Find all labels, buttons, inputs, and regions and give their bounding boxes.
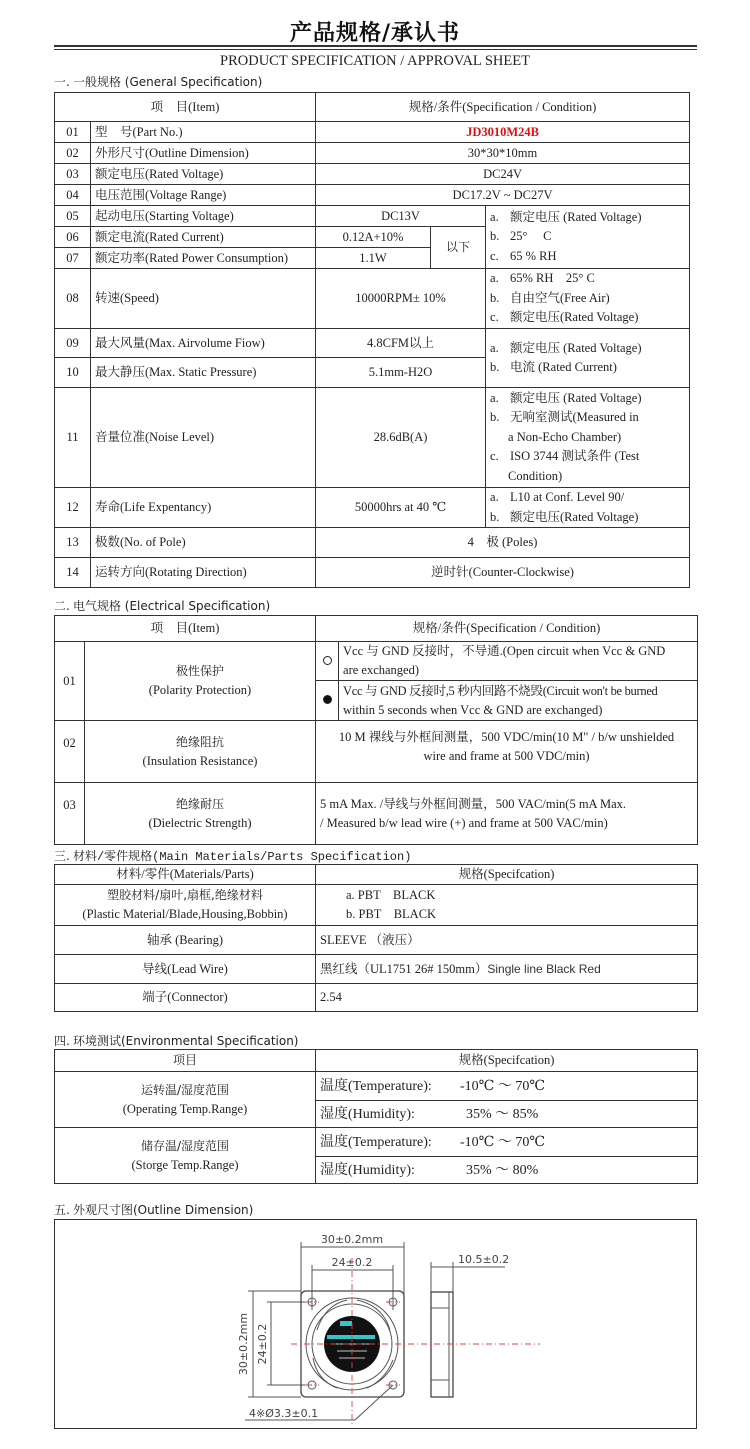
option-radio[interactable] [316,681,339,721]
option-radio[interactable] [316,642,339,681]
row-item: 额定功率(Rated Power Consumption) [91,248,316,269]
electrical-spec-table [54,615,698,845]
col-header-spec: 规格/条件(Specification / Condition) [316,616,698,642]
table-row [55,164,690,185]
row-number: 04 [55,185,91,206]
row-item: 寿命(Life Expentancy) [91,488,316,528]
row-item: 电压范围(Voltage Range) [91,185,316,206]
table-header-row [55,616,698,642]
row-item: 起动电压(Starting Voltage) [91,206,316,227]
table-row [55,528,690,558]
row-number: 05 [55,206,91,227]
row-condition: a. 额定电压 (Rated Voltage) b. 无响室测试(Measured in a Non-Echo Chamber) c. ISO 3744 测试条件 (Test Condition) [486,388,690,488]
row-number: 14 [55,558,91,588]
table-row [55,721,698,783]
row-value: 0.12A+10% [316,227,431,248]
humidity-row: 湿度(Humidity): 35% ～ 80% [316,1157,698,1184]
section-environment-heading [54,1032,299,1049]
section-number: 五. [54,1203,70,1217]
row-value: DC17.2V ~ DC27V [316,185,690,206]
title-divider [54,45,697,50]
row-number: 03 [55,783,85,845]
dim-inner-width: 24±0.2 [331,1256,373,1269]
environment-table [54,1049,698,1184]
col-header-item: 项 目(Item) [55,616,316,642]
row-item: 最大静压(Max. Static Pressure) [91,358,316,388]
table-row [55,984,698,1012]
table-row [55,388,690,488]
col-header-item: 项 目(Item) [55,93,316,122]
row-number: 02 [55,721,85,783]
row-value: SLEEVE （液压） [316,926,698,955]
section-general-heading [54,73,262,90]
row-number: 12 [55,488,91,528]
row-number: 09 [55,329,91,358]
row-item: 端子(Connector) [55,984,316,1012]
section-title: 材料/零件规格(Main Materials/Parts Specification) [72,850,412,864]
dim-inner-height: 24±0.2 [256,1323,269,1365]
row-item: 绝缘阻抗 (Insulation Resistance) [85,721,316,783]
row-number: 01 [55,642,85,721]
row-value: 50000hrs at 40 ℃ [316,488,486,528]
table-row [55,488,690,528]
section-number: 二. [54,599,70,613]
row-item: 额定电压(Rated Voltage) [91,164,316,185]
section-title: 外观尺寸图(Outline Dimension) [72,1203,254,1217]
table-row [55,642,698,681]
row-condition: a. 额定电压 (Rated Voltage) b. 电流 (Rated Current) [486,329,690,388]
row-number: 02 [55,143,91,164]
row-item: 极数(No. of Pole) [91,528,316,558]
table-row [55,122,690,143]
row-item: 塑胶材料/扇叶,扇框,绝缘材料 (Plastic Material/Blade,Housing,Bobbin) [55,885,316,926]
row-item: 导线(Lead Wire) [55,955,316,984]
row-item: 储存温/湿度范围 (Storge Temp.Range) [55,1128,316,1184]
col-header-item: 项目 [55,1050,316,1072]
row-item: 极性保护 (Polarity Protection) [85,642,316,721]
dim-outer-width: 30±0.2mm [320,1233,384,1246]
row-item: 转速(Speed) [91,269,316,329]
col-header-spec: 规格/条件(Specification / Condition) [316,93,690,122]
row-item: 运转温/湿度范围 (Operating Temp.Range) [55,1072,316,1128]
row-item: 运转方向(Rotating Direction) [91,558,316,588]
row-value: 30*30*10mm [316,143,690,164]
col-header-item: 材料/零件(Materials/Parts) [55,865,316,885]
outline-drawing-box [54,1219,697,1429]
table-row [55,885,698,926]
section-electrical-heading [54,597,270,614]
dim-thickness: 10.5±0.2 [458,1253,510,1266]
row-number: 07 [55,248,91,269]
col-header-spec: 规格(Specifcation) [316,865,698,885]
table-header-row [55,93,690,122]
row-value: 5.1mm-H2O [316,358,486,388]
dim-hole: 4※Ø3.3±0.1 [249,1407,319,1420]
col-header-spec: 规格(Specifcation) [316,1050,698,1072]
table-row [55,206,690,227]
row-condition: a. 额定电压 (Rated Voltage) b. 25° C c. 65 % RH [486,206,690,269]
section-outline-heading [54,1201,253,1218]
table-header-row [55,865,698,885]
row-item: 外形尺寸(Outline Dimension) [91,143,316,164]
table-row [55,1128,698,1157]
table-row [55,269,690,329]
table-row [55,185,690,206]
row-number: 06 [55,227,91,248]
row-number: 10 [55,358,91,388]
document-title: 产品规格/承认书 [289,21,461,46]
row-number: 11 [55,388,91,488]
table-row [55,955,698,984]
document-subtitle: PRODUCT SPECIFICATION / APPROVAL SHEET [220,53,530,69]
temperature-row: 温度(Temperature): -10℃ ～ 70℃ [316,1072,698,1101]
section-number: 四. [54,1034,70,1048]
table-row [55,783,698,845]
table-header-row [55,1050,698,1072]
materials-table [54,864,698,1012]
fan-outline-drawing [55,1220,695,1427]
section-materials-heading [54,847,411,864]
row-item: 音量位准(Noise Level) [91,388,316,488]
row-condition: a. 65% RH 25° C b. 自由空气(Free Air) c. 额定电压(Rated Voltage) [486,269,690,329]
table-row [55,329,690,358]
section-title: 环境测试(Environmental Specification) [72,1034,299,1048]
row-value: a. PBT BLACK b. PBT BLACK [316,885,698,926]
section-number: 一. [54,75,70,89]
option-text: Vcc 与 GND 反接时，不导通.(Open circuit when Vcc & GND are exchanged) [339,642,698,681]
row-value: 28.6dB(A) [316,388,486,488]
row-value: 逆时针(Counter-Clockwise) [316,558,690,588]
row-item: 最大风量(Max. Airvolume Fiow) [91,329,316,358]
section-number: 三. [54,849,70,863]
row-value: 4.8CFM以上 [316,329,486,358]
radio-filled-icon [323,695,332,704]
part-number-value: JD3010M24B [316,122,690,143]
general-spec-table [54,92,690,588]
row-number: 03 [55,164,91,185]
section-title: 一般规格 (General Specification) [72,75,263,89]
row-value: 5 mA Max. /导线与外框间测量，500 VAC/min(5 mA Max. / Measured b/w lead wire (+) and frame at 500 VAC/min) [316,783,698,845]
row-value: 10 M 裸线与外框间测量，500 VDC/min(10 M" / b/w unshielded wire and frame at 500 VDC/min) [316,721,698,783]
dim-outer-height: 30±0.2mm [237,1312,250,1376]
row-number: 13 [55,528,91,558]
row-item: 型 号(Part No.) [91,122,316,143]
humidity-row: 湿度(Humidity): 35% ～ 85% [316,1101,698,1128]
option-text: Vcc 与 GND 反接时,5 秒内回路不烧毁(Circuit won't be burned within 5 seconds when Vcc & GND are exchanged) [339,681,698,721]
row-value: 2.54 [316,984,698,1012]
row-item: 额定电流(Rated Current) [91,227,316,248]
row-value: 4 极 (Poles) [316,528,690,558]
row-item: 绝缘耐压 (Dielectric Strength) [85,783,316,845]
row-item: 轴承 (Bearing) [55,926,316,955]
table-row [55,558,690,588]
below-label: 以下 [431,227,486,269]
temperature-row: 温度(Temperature): -10℃ ～ 70℃ [316,1128,698,1157]
radio-empty-icon [323,656,332,665]
row-value: 10000RPM± 10% [316,269,486,329]
row-value: DC24V [316,164,690,185]
table-row [55,1072,698,1101]
row-number: 01 [55,122,91,143]
row-value: 1.1W [316,248,431,269]
row-condition: a. L10 at Conf. Level 90/ b. 额定电压(Rated Voltage) [486,488,690,528]
table-row [55,143,690,164]
section-title: 电气规格 (Electrical Specification) [72,599,271,613]
table-row [55,926,698,955]
hub-accent-stripe [327,1335,375,1339]
row-value: DC13V [316,206,486,227]
row-number: 08 [55,269,91,329]
row-value: 黑红线（UL1751 26# 150mm）Single line Black Red [316,955,698,984]
